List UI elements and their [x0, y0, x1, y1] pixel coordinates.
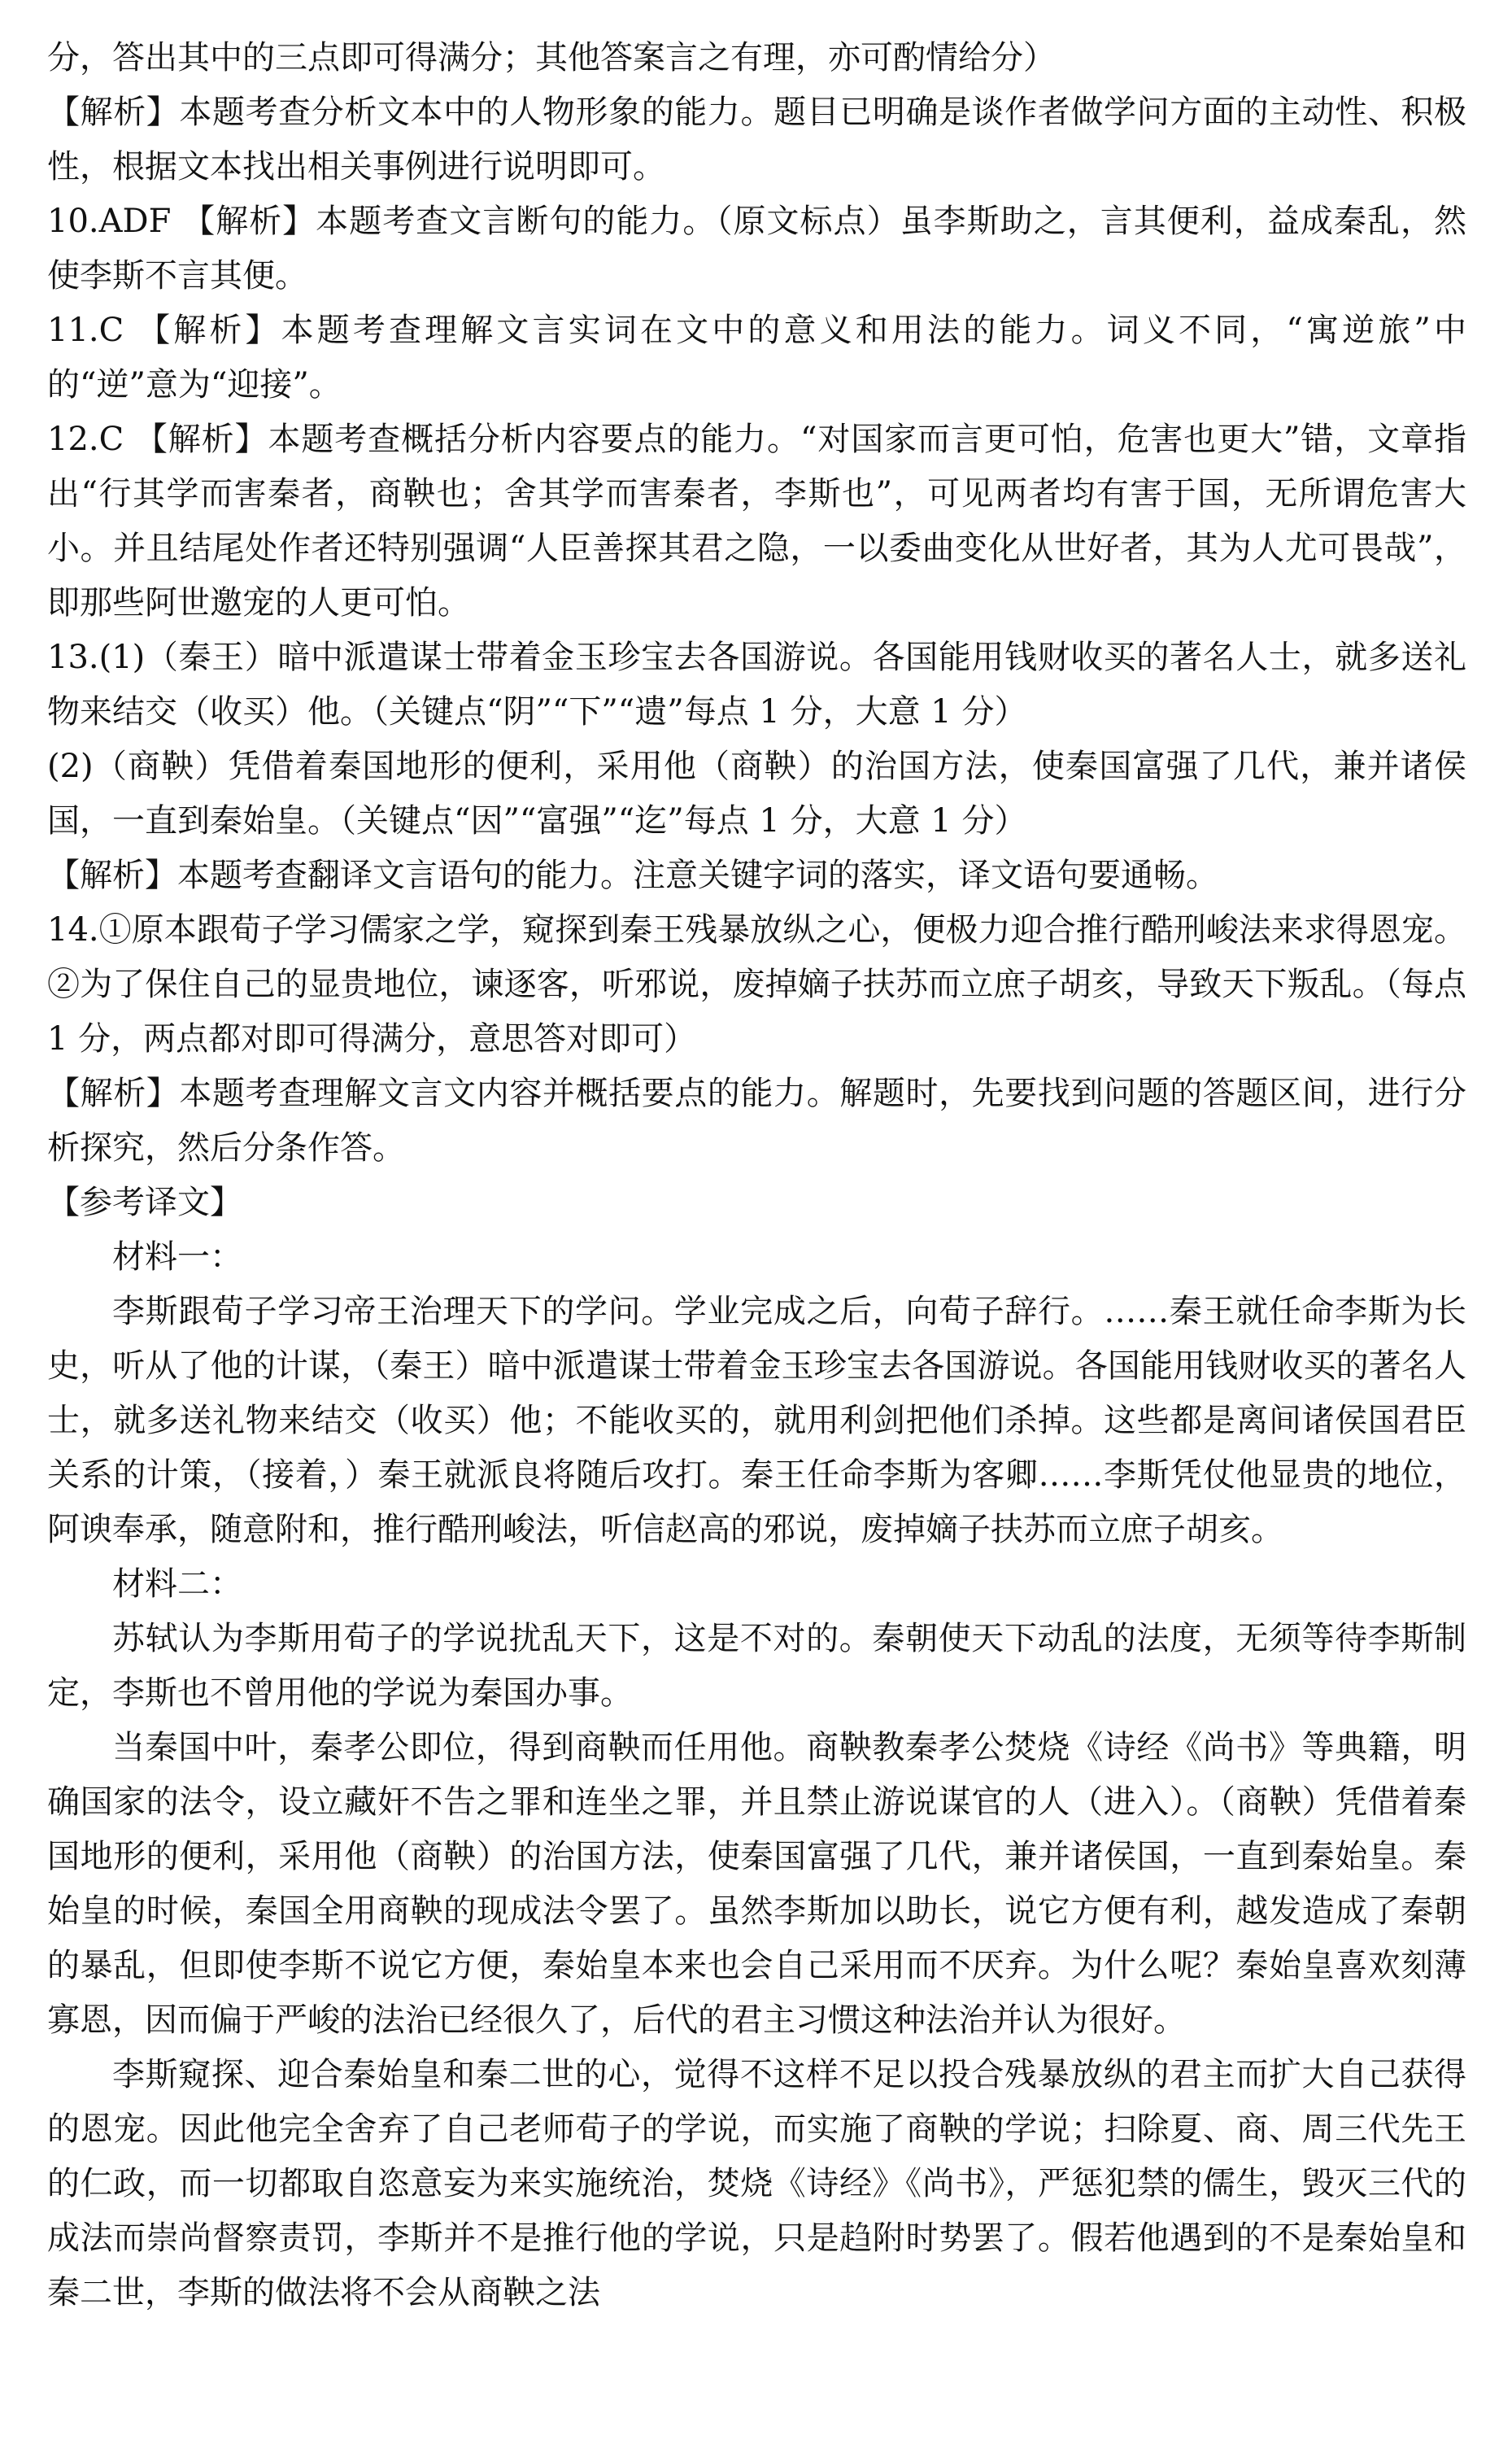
material-two-body-1: 苏轼认为李斯用荀子的学说扰乱天下，这是不对的。秦朝使天下动乱的法度，无须等待李斯制定，李斯也不曾用他的学说为秦国办事。	[47, 1620, 1466, 1712]
material-one-heading: 材料一：	[112, 1238, 242, 1276]
paragraph-answer-12: 12.C 【解析】本题考查概括分析内容要点的能力。“对国家而言更可怕，危害也更大”错，文章指出“行其学而害秦者，商鞅也；舍其学而害秦者，李斯也”，可见两者均有害于国，无所谓危害大小。并且结尾处作者还特别强调“人臣善探其君之隐，一以委曲变化从世好者，其为人尤可畏哉”，即那些阿世邀宠的人更可怕。	[47, 421, 1466, 622]
paragraph-answer-13-1: 13.(1)（秦王）暗中派遣谋士带着金玉珍宝去各国游说。各国能用钱财收买的著名人士，就多送礼物来结交（收买）他。（关键点“阴”“下”“遗”每点 1 分，大意 1 分）	[47, 639, 1466, 731]
paragraph-answer-11: 11.C 【解析】本题考查理解文言实词在文中的意义和用法的能力。词义不同，“寓逆旅”中的“逆”意为“迎接”。	[47, 312, 1466, 404]
paragraph-answer-13-2: (2)（商鞅）凭借着秦国地形的便利，采用他（商鞅）的治国方法，使秦国富强了几代，兼并诸侯国，一直到秦始皇。（关键点“因”“富强”“迄”每点 1 分，大意 1 分）	[47, 748, 1466, 840]
material-two-body-2: 当秦国中叶，秦孝公即位，得到商鞅而任用他。商鞅教秦孝公焚烧《诗经《尚书》等典籍，明确国家的法令，设立藏奸不告之罪和连坐之罪，并且禁止游说谋官的人（进入）。（商鞅）凭借着秦国地形的便利，采用他（商鞅）的治国方法，使秦国富强了几代，兼并诸侯国，一直到秦始皇。秦始皇的时候，秦国全用商鞅的现成法令罢了。虽然李斯加以助长，说它方便有利，越发造成了秦朝的暴乱，但即使李斯不说它方便，秦始皇本来也会自己采用而不厌弃。为什么呢？秦始皇喜欢刻薄寡恩，因而偏于严峻的法治已经很久了，后代的君主习惯这种法治并认为很好。	[47, 1729, 1466, 2039]
paragraph-analysis-9: 【解析】本题考查分析文本中的人物形象的能力。题目已明确是谈作者做学问方面的主动性、积极性，根据文本找出相关事例进行说明即可。	[47, 94, 1466, 185]
paragraph-answer-10: 10.ADF 【解析】本题考查文言断句的能力。（原文标点）虽李斯助之，言其便利，益成秦乱，然使李斯不言其便。	[47, 203, 1466, 295]
material-one-body: 李斯跟荀子学习帝王治理天下的学问。学业完成之后，向荀子辞行。……秦王就任命李斯为长史，听从了他的计谋，（秦王）暗中派遣谋士带着金玉珍宝去各国游说。各国能用钱财收买的著名人士，就多送礼物来结交（收买）他；不能收买的，就用利剑把他们杀掉。这些都是离间诸侯国君臣关系的计策，（接着，）秦王就派良将随后攻打。秦王任命李斯为客卿……李斯凭仗他显贵的地位，阿谀奉承，随意附和，推行酷刑峻法，听信赵高的邪说，废掉嫡子扶苏而立庶子胡亥。	[47, 1293, 1466, 1548]
paragraph-analysis-13: 【解析】本题考查翻译文言语句的能力。注意关键字词的落实，译文语句要通畅。	[47, 857, 1218, 894]
material-two-body-3: 李斯窥探、迎合秦始皇和秦二世的心，觉得不这样不足以投合残暴放纵的君主而扩大自己获得的恩宠。因此他完全舍弃了自己老师荀子的学说，而实施了商鞅的学说；扫除夏、商、周三代先王的仁政，而一切都取自恣意妄为来实施统治，焚烧《诗经》《尚书》，严惩犯禁的儒生，毁灭三代的成法而崇尚督察责罚，李斯并不是推行他的学说，只是趋附时势罢了。假若他遇到的不是秦始皇和秦二世，李斯的做法将不会从商鞅之法	[47, 2056, 1466, 2311]
paragraph-answer-14: 14.①原本跟荀子学习儒家之学，窥探到秦王残暴放纵之心，便极力迎合推行酷刑峻法来求得恩宠。②为了保住自己的显贵地位，谏逐客，听邪说，废掉嫡子扶苏而立庶子胡亥，导致天下叛乱。（每点 1 分，两点都对即可得满分，意思答对即可）	[47, 911, 1466, 1058]
paragraph-analysis-14: 【解析】本题考查理解文言文内容并概括要点的能力。解题时，先要找到问题的答题区间，进行分析探究，然后分条作答。	[47, 1075, 1466, 1167]
reference-translation-heading: 【参考译文】	[47, 1184, 242, 1221]
answer-document	[47, 31, 1466, 2320]
material-two-heading: 材料二：	[112, 1565, 242, 1603]
paragraph-answer-continuation: 分，答出其中的三点即可得满分；其他答案言之有理，亦可酌情给分）	[47, 39, 1056, 76]
